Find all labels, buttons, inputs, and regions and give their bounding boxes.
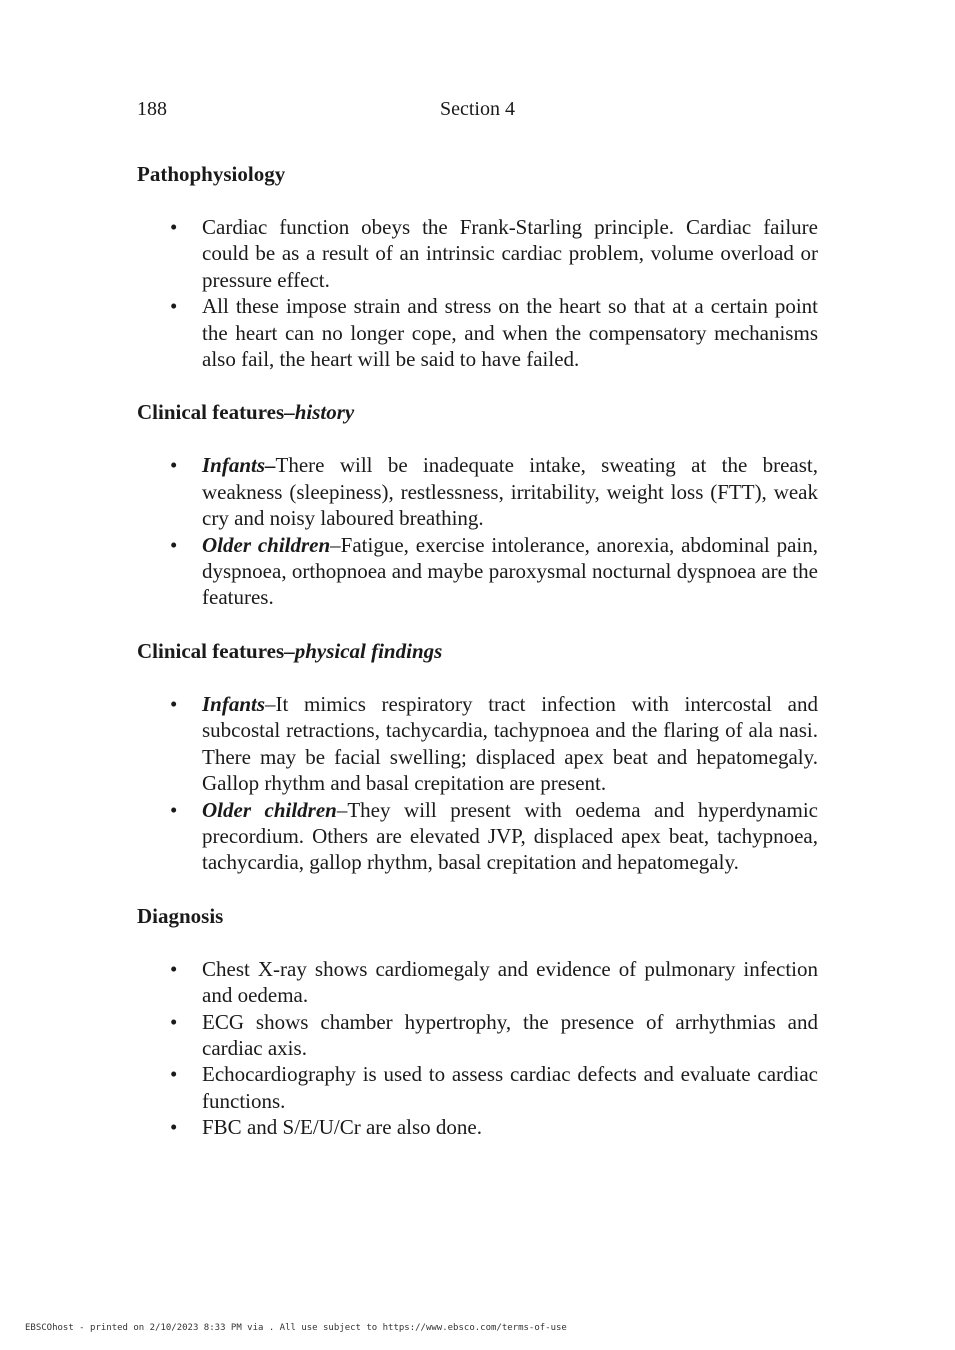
- page-body: [137, 160, 818, 1141]
- section-heading-diagnosis: Diagnosis: [137, 903, 224, 928]
- bullet-icon: •: [170, 215, 178, 239]
- bullet-icon: •: [170, 956, 178, 981]
- bullet-list-physical-findings: [137, 691, 818, 876]
- bullet-icon: •: [170, 797, 178, 822]
- list-item: • FBC and S/E/U/Cr are also done.: [170, 1115, 482, 1140]
- print-footer: EBSCOhost - printed on 2/10/2023 8:33 PM via . All use subject to https://www.ebsco.com/terms-of-use: [25, 1323, 567, 1333]
- list-item: • ECG shows chamber hypertrophy, the presence of arrhythmias and cardiac axis.: [170, 1009, 818, 1060]
- bullet-icon: •: [170, 1115, 178, 1140]
- bullet-icon: •: [170, 1062, 178, 1087]
- bullet-icon: •: [170, 532, 178, 557]
- list-item: • Cardiac function obeys the Frank-Starling principle. Cardiac failure could be as a result of an intrinsic cardiac problem, volume overload or pressure effect.: [170, 215, 818, 292]
- bullet-list-clinical-history: [137, 452, 818, 610]
- bullet-icon: •: [170, 453, 178, 478]
- list-item: • All these impose strain and stress on the heart so that at a certain point the heart can no longer cope, and when the compensatory mechanisms also fail, the heart will be said to have failed.: [170, 294, 818, 372]
- running-section-title: Section 4: [440, 98, 515, 120]
- list-item: • Older children–They will present with oedema and hyperdynamic precordium. Others are elevated JVP, displaced apex beat, tachypnoea, tachycardia, gallop rhythm, basal crepitation and hepatomegaly.: [170, 797, 818, 875]
- page-number: 188: [137, 98, 167, 120]
- bullet-list-diagnosis: [137, 956, 818, 1141]
- list-item: • Infants–There will be inadequate intake, sweating at the breast, weakness (sleepiness), restlessness, irritability, weight loss (FTT), weak cry and noisy laboured breathing.: [170, 453, 818, 531]
- bullet-icon: •: [170, 1009, 178, 1034]
- section-heading-clinical-history: Clinical features–history: [137, 400, 355, 425]
- list-item: • Chest X-ray shows cardiomegaly and evidence of pulmonary infection and oedema.: [170, 956, 818, 1008]
- list-item: • Echocardiography is used to assess cardiac defects and evaluate cardiac functions.: [170, 1062, 818, 1113]
- section-heading-physical-findings: Clinical features–physical findings: [137, 638, 443, 663]
- section-heading-pathophysiology: Pathophysiology: [137, 162, 286, 186]
- list-item: • Infants–It mimics respiratory tract infection with intercostal and subcostal retractions, tachycardia, tachypnoea and the flaring of ala nasi. There may be facial swelling; displaced apex beat and hepatomegaly. Gallop rhythm and basal crepitation are present.: [170, 691, 818, 796]
- page-header: [137, 96, 818, 122]
- bullet-icon: •: [170, 294, 178, 319]
- bullet-icon: •: [170, 691, 178, 716]
- bullet-list-pathophysiology: [137, 214, 818, 372]
- list-item: • Older children–Fatigue, exercise intolerance, anorexia, abdominal pain, dyspnoea, orthopnoea and maybe paroxysmal nocturnal dyspnoea are the features.: [170, 532, 818, 610]
